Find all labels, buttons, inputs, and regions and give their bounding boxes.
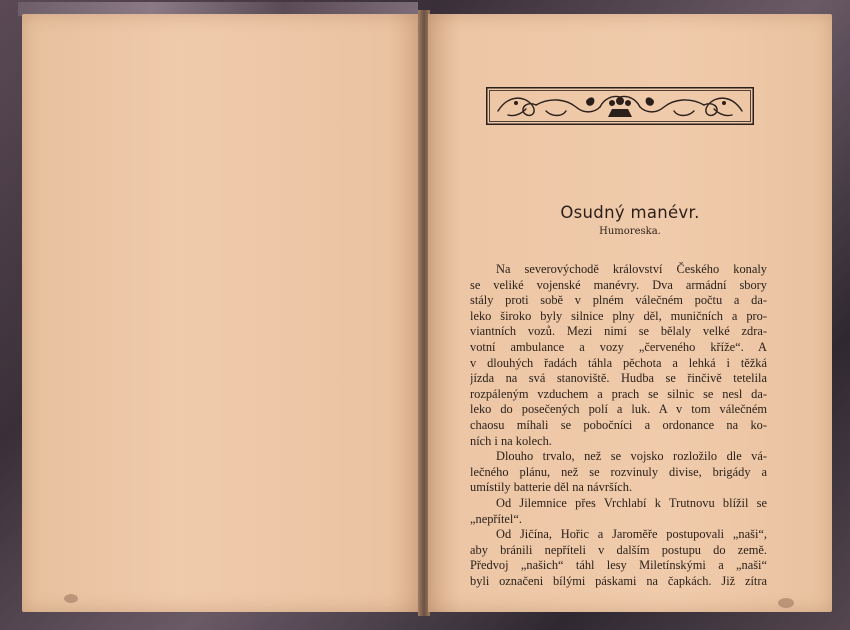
text-line: viantních vozů. Mezi nimi se bělaly velké zdra- — [470, 324, 767, 339]
text-line: Od Jičína, Hořic a Jaroměře postupovali „naši“, — [496, 527, 767, 542]
chapter-title: Osudný manévr. — [560, 203, 700, 222]
page-stain — [64, 594, 78, 603]
text-line: Předvoj „našich“ táhl lesy Miletínskými a „naši“ — [470, 558, 767, 573]
chapter-subtitle: Humoreska. — [599, 226, 661, 237]
text-line: chaosu míhali se pobočníci a ordonance na ko- — [470, 417, 767, 432]
text-line: leko široko byly silnice plny děl, muničních a pro- — [470, 308, 767, 323]
text-line: v dlouhých řadách táhla pěchota a lehká i těžká — [470, 355, 767, 370]
text-line: jízda na svá stanoviště. Hudba se řinčivě tetelila — [470, 371, 767, 386]
left-page — [22, 14, 420, 612]
text-line: byli označeni bílými páskami na čapkách. Již zítra — [470, 573, 767, 588]
text-line: Na severovýchodě království Českého konaly — [496, 262, 767, 276]
ornament-vignette-icon — [486, 87, 754, 125]
text-line: umístily batterie děl na návrších. — [470, 480, 633, 495]
body-text — [470, 262, 767, 589]
text-line: leko do posečených polí a luk. A v tom válečném — [470, 402, 767, 417]
page-stain — [778, 598, 794, 608]
text-line: „nepřítel“. — [470, 511, 522, 526]
text-line: ních i na kolech. — [470, 433, 552, 448]
text-line: votní ambulance a vozy „červeného kříže“. A — [470, 339, 767, 354]
text-line: rozpáleným vzduchem a prach se silnic se nesl da- — [470, 386, 767, 401]
text-line: Dlouho trvalo, než se vojsko rozložilo dle vá- — [496, 449, 767, 464]
text-line: aby bránili nepříteli v dalším postupu do země. — [470, 542, 767, 557]
text-line: Od Jilemnice přes Vrchlabí k Trutnovu blížil se — [496, 495, 767, 510]
text-line: se veliké vojenské manévry. Dva armádní sbory — [470, 277, 767, 292]
text-line: stály proti sobě v plném válečném počtu a da- — [470, 293, 767, 308]
text-line: lečného plánu, než se rozvinuly divise, brigády a — [470, 464, 767, 479]
